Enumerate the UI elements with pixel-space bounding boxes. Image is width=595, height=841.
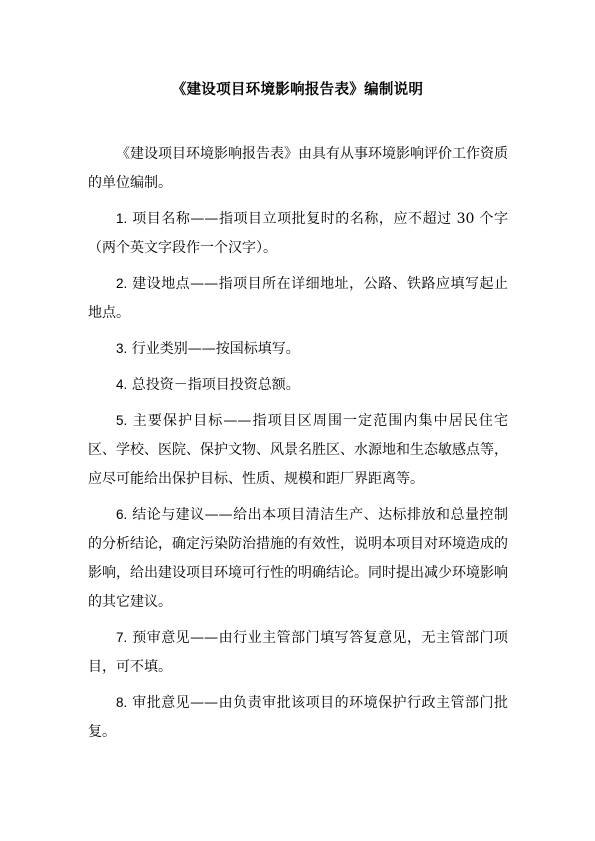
item-7 [88,623,508,682]
item-3 [88,334,508,364]
item-6-number: 6. [116,507,128,522]
document-body [88,140,508,753]
item-1-text: 项目名称——指项目立项批复时的名称，应不超过 30 个字（两个英文字段作一个汉字）。 [88,211,508,256]
item-4-text: 总投资－指项目投资总额。 [127,377,300,393]
item-4-number: 4. [116,377,128,392]
item-1 [88,204,508,263]
item-1-number: 1. [116,211,128,226]
item-2-number: 2. [116,276,128,291]
item-4 [88,370,508,400]
item-8-text: 审批意见——由负责审批该项目的环境保护行政主管部门批复。 [88,695,508,740]
item-2 [88,269,508,328]
item-5-text: 主要保护目标——指项目区周围一定范围内集中居民住宅区、学校、医院、保护文物、风景名胜区、水源地和生态敏感点等，应尽可能给出保护目标、性质、规模和距厂界距离等。 [88,413,508,487]
item-6 [88,500,508,617]
item-7-text: 预审意见——由行业主管部门填写答复意见，无主管部门项目，可不填。 [88,630,508,675]
item-5-number: 5. [116,413,128,428]
document-title: 《建设项目环境影响报告表》编制说明 [171,82,424,98]
item-3-number: 3. [116,341,128,356]
item-3-text: 行业类别——按国标填写。 [127,341,300,357]
item-7-number: 7. [116,630,128,645]
intro-paragraph: 《建设项目环境影响报告表》由具有从事环境影响评价工作资质的单位编制。 [88,146,508,191]
item-8-number: 8. [116,695,128,710]
item-5 [88,406,508,494]
item-8 [88,688,508,747]
item-2-text: 建设地点——指项目所在详细地址，公路、铁路应填写起止地点。 [88,276,508,321]
item-6-text: 结论与建议——给出本项目清洁生产、达标排放和总量控制的分析结论，确定污染防治措施的有效性，说明本项目对环境造成的影响，给出建设项目环境可行性的明确结论。同时提出减少环境影响的其它建议。 [88,507,508,610]
